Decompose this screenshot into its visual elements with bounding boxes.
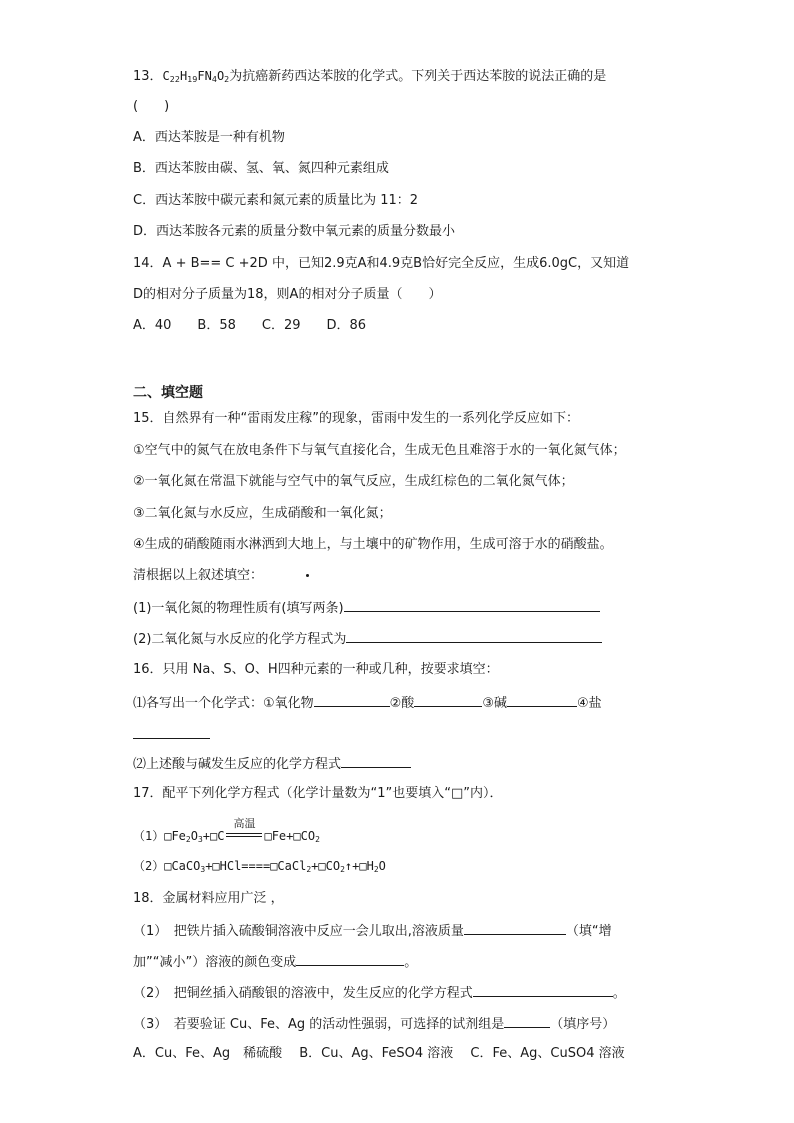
q13-option-c: C．西达苯胺中碳元素和氮元素的质量比为 11：2 [133, 193, 419, 208]
q15-item-1: ①空气中的氮气在放电条件下与氧气直接化合，生成无色且难溶于水的一氧化氮气体； [133, 443, 626, 458]
q18-reagent-blank[interactable] [504, 1015, 550, 1028]
q13-option-b: B．西达苯胺由碳、氢、氧、氮四种元素组成 [133, 161, 389, 176]
q14-stem-line2: D的相对分子质量为18，则A的相对分子质量（ ） [133, 287, 442, 302]
q16-acid-blank[interactable] [414, 694, 482, 707]
q18-options: A．Cu、Fe、Ag 稀硫酸 B．Cu、Ag、FeSO4 溶液 C．Fe、Ag、CuSO4 溶液 [133, 1046, 625, 1061]
q15-prompt: 清根据以上叙述填空： [133, 568, 264, 583]
q15-item-2: ②一氧化氮在常温下就能与空气中的氧气反应，生成红棕色的二氧化氮气体； [133, 474, 574, 489]
q14-options: A．40 B．58 C．29 D．86 [133, 318, 367, 333]
q18-sub1-line1: （1） 把铁片插入硫酸铜溶液中反应一会儿取出,溶液质量 （填“增 [133, 924, 612, 939]
high-temp-condition: 高温 [224, 824, 264, 840]
q13-stem: 13．$C_{22}H_{19}FN_4O_2$为抗癌新药西达苯胺的化学式。下列关于西达苯胺的说法正确的是 [133, 69, 607, 84]
q15-sub2-blank[interactable] [346, 630, 602, 643]
q16-salt-blank-line [133, 726, 210, 744]
q13-paren: ( ) [133, 99, 170, 114]
q16-stem: 16．只用 Na、S、O、H四种元素的一种或几种，按要求填空： [133, 662, 499, 677]
stray-dot [306, 574, 309, 577]
q18-stem: 18．金属材料应用广泛 ， [133, 891, 284, 906]
q15-item-3: ③二氧化氮与水反应，生成硝酸和一氧化氮； [133, 506, 392, 521]
q16-sub2: ⑵上述酸与碱发生反应的化学方程式 [133, 755, 411, 773]
section-title: 二、填空题 [133, 385, 203, 401]
q16-oxide-blank[interactable] [314, 694, 390, 707]
q16-base-blank[interactable] [507, 694, 577, 707]
q18-sub1-line2: 加”“减小”）溶液的颜色变成 。 [133, 955, 418, 970]
q16-equation-blank[interactable] [341, 755, 411, 768]
q18-sub2: （2） 把铜丝插入硝酸银的溶液中，发生反应的化学方程式 。 [133, 986, 626, 1001]
q15-sub1-blank[interactable] [344, 599, 600, 612]
q15-intro: 15．自然界有一种“雷雨发庄稼”的现象，雷雨中发生的一系列化学反应如下： [133, 411, 580, 426]
q15-sub2: (2)二氧化氮与水反应的化学方程式为 [133, 630, 602, 648]
q18-mass-blank[interactable] [464, 922, 566, 935]
q14-stem-line1: 14．A + B== C +2D 中，已知2.9克A和4.9克B恰好完全反应，生成6.0gC，又知道 [133, 256, 630, 271]
q17-stem: 17．配平下列化学方程式（化学计量数为“1”也要填入“□”内）． [133, 786, 503, 801]
q17-equation-2: $(2)□CaCO_3+□HCl====□CaCl_2+□CO_2↑+□H_2O$ [133, 859, 386, 874]
q18-sub3: （3） 若要验证 Cu、Fe、Ag 的活动性强弱，可选择的试剂组是 （填序号） [133, 1017, 616, 1032]
q18-color-blank[interactable] [296, 953, 404, 966]
q17-equation-1: $(1)□Fe_2O_3+□C$ 高温 $□Fe+□CO_2$ [133, 817, 320, 844]
q16-sub1: ⑴各写出一个化学式：①氧化物 ②酸 ③碱 ④盐 [133, 696, 602, 711]
q15-sub1: (1)一氧化氮的物理性质有(填写两条) [133, 599, 600, 617]
q13-option-d: D．西达苯胺各元素的质量分数中氧元素的质量分数最小 [133, 224, 456, 239]
q18-equation-blank[interactable] [473, 984, 613, 997]
q16-salt-blank[interactable] [133, 726, 210, 739]
q13-option-a: A．西达苯胺是一种有机物 [133, 130, 285, 145]
q15-item-4: ④生成的硝酸随雨水淋洒到大地上，与土壤中的矿物作用，生成可溶于水的硝酸盐。 [133, 537, 613, 552]
